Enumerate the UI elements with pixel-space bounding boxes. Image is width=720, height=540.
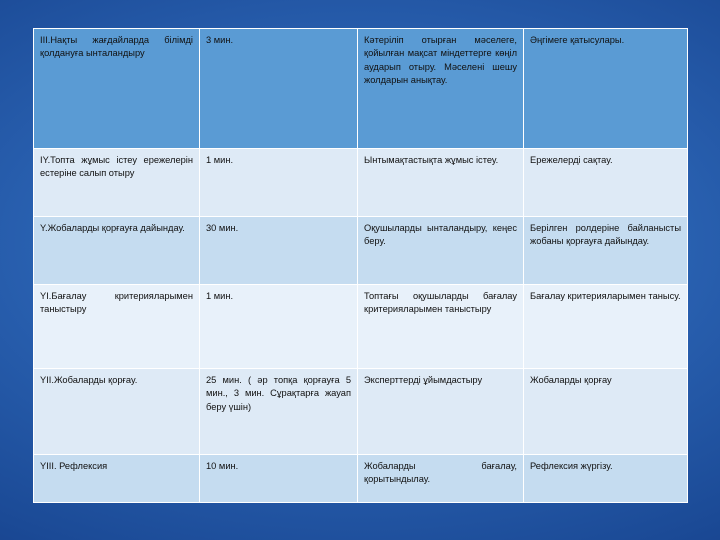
time-text: 25 мин. ( әр топқа қорғауға 5 мин., 3 мин. Сұрақтарға жауап беру үшін) (206, 375, 351, 412)
table-row (34, 369, 688, 455)
cell-outcome (524, 149, 688, 217)
cell-stage (34, 369, 200, 455)
stage-text: YІІ.Жобаларды қорғау. (40, 375, 138, 385)
stage-text: IY.Топта жұмыс істеу ережелерін естеріне салып отыру (40, 155, 193, 179)
outcome-text: Ережелерді сақтау. (530, 155, 613, 165)
activity-text: Оқушыларды ынталандыру, кеңес беру. (364, 223, 517, 247)
activity-text: Ынтымақтастықта жұмыс істеу. (364, 155, 499, 165)
cell-activity (358, 149, 524, 217)
cell-stage (34, 217, 200, 285)
cell-time (200, 29, 358, 149)
activity-text: Кәтеріліп отырған мәселеге, қойылған мақсат міндеттерге көңіл аударып отыру. Мәселені шешу жолдарын анықтау. (364, 35, 517, 86)
cell-activity (358, 29, 524, 149)
cell-stage (34, 285, 200, 369)
cell-time (200, 369, 358, 455)
time-text: 3 мин. (206, 35, 234, 45)
table-row (34, 455, 688, 503)
cell-outcome (524, 217, 688, 285)
table-row (34, 29, 688, 149)
lesson-plan-table (33, 28, 688, 503)
outcome-text: Рефлексия жүргізу. (530, 461, 613, 471)
cell-activity (358, 285, 524, 369)
cell-activity (358, 217, 524, 285)
cell-stage (34, 29, 200, 149)
cell-outcome (524, 29, 688, 149)
outcome-text: Әңгімеге қатысулары. (530, 35, 625, 45)
stage-text: YІІІ. Рефлексия (40, 461, 108, 471)
activity-text: Топтағы оқушыларды бағалау критерияларымен таныстыру (364, 291, 517, 315)
lesson-plan-table-container (33, 28, 687, 503)
time-text: 10 мин. (206, 461, 239, 471)
time-text: 30 мин. (206, 223, 239, 233)
time-text: 1 мин. (206, 155, 234, 165)
cell-time (200, 285, 358, 369)
outcome-text: Бағалау критерияларымен танысу. (530, 291, 681, 301)
outcome-text: Берілген ролдеріне байланысты жобаны қорғауға дайындау. (530, 223, 681, 247)
table-row (34, 217, 688, 285)
cell-activity (358, 455, 524, 503)
cell-time (200, 217, 358, 285)
cell-outcome (524, 369, 688, 455)
cell-outcome (524, 285, 688, 369)
cell-stage (34, 149, 200, 217)
table-row (34, 285, 688, 369)
cell-activity (358, 369, 524, 455)
stage-text: Y.Жобаларды қорғауға дайындау. (40, 223, 185, 233)
cell-time (200, 149, 358, 217)
cell-stage (34, 455, 200, 503)
outcome-text: Жобаларды қорғау (530, 375, 612, 385)
cell-outcome (524, 455, 688, 503)
table-row (34, 149, 688, 217)
activity-text: Эксперттерді ұйымдастыру (364, 375, 483, 385)
time-text: 1 мин. (206, 291, 234, 301)
cell-time (200, 455, 358, 503)
activity-text: Жобаларды бағалау, қорытындылау. (364, 461, 517, 485)
stage-text: III.Нақты жағдайларда білімді қолдануға ынталандыру (40, 35, 193, 59)
stage-text: YІ.Бағалау критерияларымен таныстыру (40, 291, 193, 315)
